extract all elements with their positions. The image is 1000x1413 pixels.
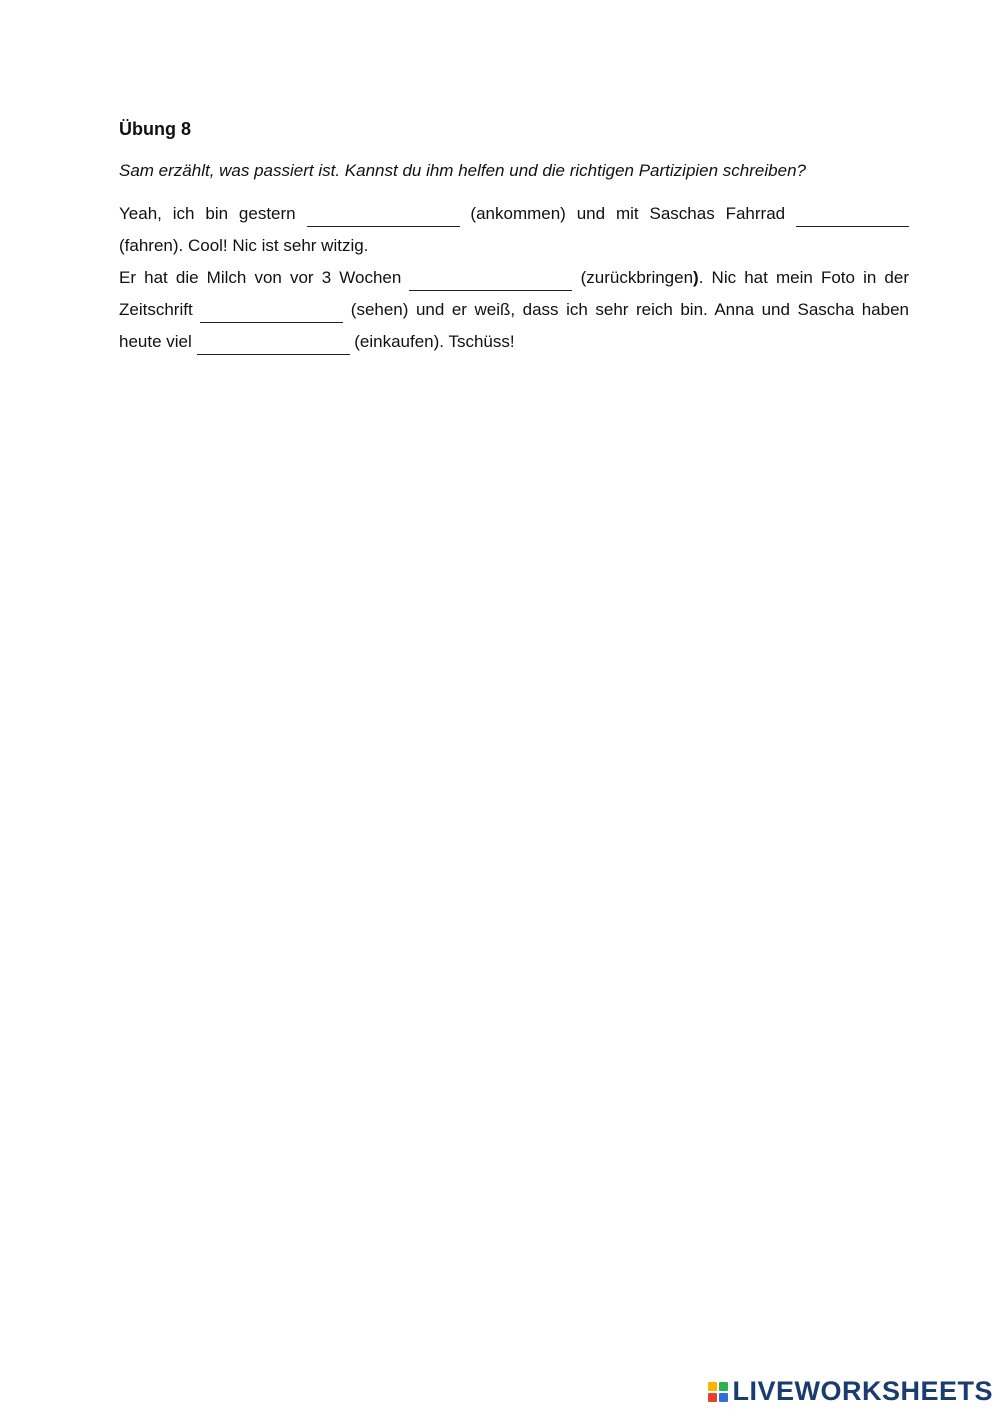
text-segment: (fahren). Cool! Nic ist sehr witzig. bbox=[119, 236, 369, 255]
answer-blank-sehen[interactable] bbox=[200, 304, 343, 323]
text-segment: (sehen) und er weiß, dass ich sehr reich bin. Anna und Sascha haben bbox=[350, 300, 909, 319]
brand-mark-icon bbox=[708, 1382, 728, 1402]
text-segment-verb: (zurückbringen bbox=[580, 268, 694, 287]
exercise-text bbox=[119, 198, 909, 358]
answer-blank-zurueckbringen[interactable] bbox=[409, 272, 572, 291]
text-segment: Er hat die Milch von vor 3 Wochen bbox=[119, 268, 402, 287]
text-segment: heute viel bbox=[119, 332, 192, 351]
text-segment bbox=[581, 268, 909, 287]
brand-square bbox=[719, 1393, 728, 1402]
exercise-line-5 bbox=[119, 326, 909, 358]
exercise-line-2 bbox=[119, 230, 909, 262]
text-segment: (einkaufen). Tschüss! bbox=[354, 332, 515, 351]
brand-square bbox=[708, 1382, 717, 1391]
text-segment: Yeah, ich bin gestern bbox=[119, 204, 296, 223]
answer-blank-einkaufen[interactable] bbox=[197, 336, 350, 355]
closing-paren: ) bbox=[693, 268, 699, 287]
brand-square bbox=[719, 1382, 728, 1391]
exercise-line-1 bbox=[119, 198, 909, 230]
exercise-line-3 bbox=[119, 262, 909, 294]
brand-name: LIVEWORKSHEETS bbox=[732, 1376, 993, 1406]
exercise-line-4 bbox=[119, 294, 909, 326]
answer-blank-ankommen[interactable] bbox=[307, 208, 460, 227]
liveworksheets-logo bbox=[708, 1376, 993, 1407]
text-segment: Zeitschrift bbox=[119, 300, 193, 319]
answer-blank-fahren[interactable] bbox=[796, 208, 909, 227]
instructions: Sam erzählt, was passiert ist. Kannst du ihm helfen und die richtigen Partizipien schreiben? bbox=[119, 161, 806, 180]
brand-square bbox=[708, 1393, 717, 1402]
page-title: Übung 8 bbox=[119, 119, 191, 139]
text-segment-rest: . Nic hat mein Foto in der bbox=[698, 268, 909, 287]
text-segment: (ankommen) und mit Saschas Fahrrad bbox=[470, 204, 786, 223]
